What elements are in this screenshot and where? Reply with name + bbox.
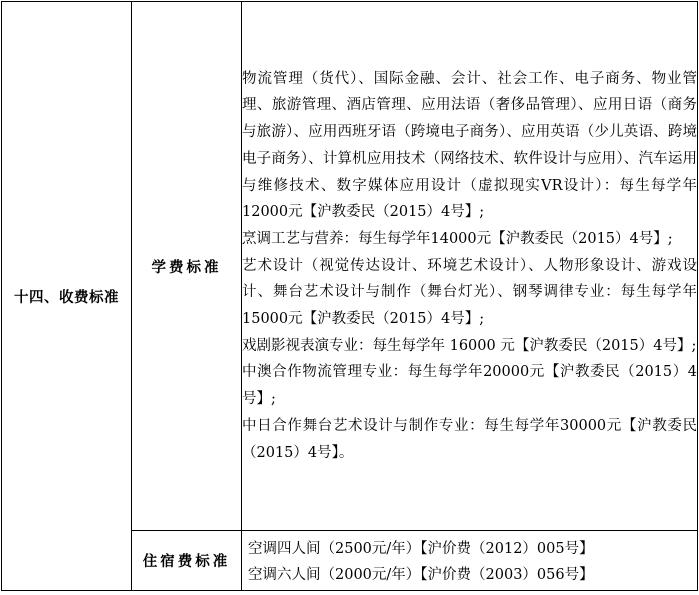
tuition-content: [242, 2, 698, 531]
section-category-label: 十四、收费标准: [2, 2, 132, 591]
tuition-paragraph: 中澳合作物流管理专业：每生每学年20000元【沪教委民（2015）4号】;: [242, 364, 697, 408]
accommodation-line: 空调六人间（2000元/年）【沪价费（2003）056号】: [248, 566, 594, 583]
tuition-paragraph: 烹调工艺与营养：每生每学年14000元【沪教委民（2015）4号】;: [242, 230, 673, 247]
tuition-paragraph: 戏剧影视表演专业：每生每学年 16000 元【沪教委民（2015）4号】;: [242, 337, 697, 354]
accommodation-content: [242, 531, 698, 591]
tuition-row: [2, 2, 698, 531]
tuition-paragraph: 艺术设计（视觉传达设计、环境艺术设计）、人物形象设计、游戏设计、舞台艺术设计与制作（舞台灯光）、钢琴调律专业：每生每学年15000元【沪教委民（2015）4号】;: [242, 257, 697, 328]
fee-standards-table: [1, 1, 698, 591]
accommodation-line: 空调四人间（2500元/年）【沪价费（2012）005号】: [248, 540, 594, 557]
accommodation-label: 住宿费标准: [132, 531, 242, 591]
tuition-paragraph: 物流管理（货代）、国际金融、会计、社会工作、电子商务、物业管理、旅游管理、酒店管理、应用法语（奢侈品管理）、应用日语（商务与旅游）、应用西班牙语（跨境电子商务）、应用英语（少儿英语、跨境电子商务）、计算机应用技术（网络技术、软件设计与应用）、汽车运用与维修技术、数字媒体应用设计（虚拟现实VR设计）：每生每学年12000元【沪教委民（2015）4号】;: [242, 70, 697, 221]
tuition-paragraph: 中日合作舞台艺术设计与制作专业：每生每学年30000元【沪教委民（2015）4号】。: [242, 417, 697, 461]
tuition-label: 学费标准: [132, 2, 242, 531]
